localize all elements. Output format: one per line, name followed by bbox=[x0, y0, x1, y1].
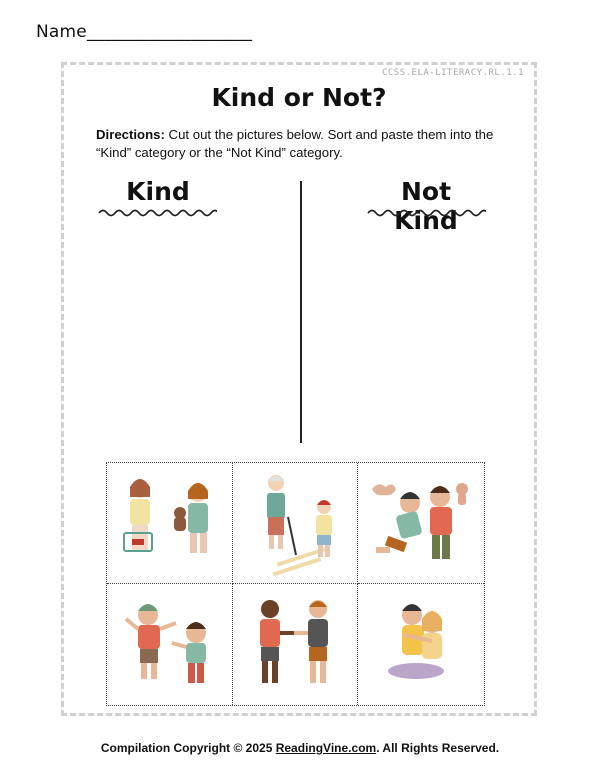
boy-pushing-child-image bbox=[110, 589, 228, 701]
picture-card[interactable] bbox=[358, 463, 484, 584]
boys-fighting-over-toy-image bbox=[362, 467, 480, 579]
directions bbox=[96, 126, 506, 162]
picture-card[interactable] bbox=[233, 584, 359, 705]
picture-card[interactable] bbox=[358, 584, 484, 705]
picture-card[interactable] bbox=[107, 584, 233, 705]
footer-prefix: Compilation Copyright © 2025 bbox=[100, 741, 276, 755]
readingvine-link[interactable]: ReadingVine.com bbox=[275, 741, 377, 755]
cutout-picture-grid bbox=[106, 462, 485, 706]
not-kind-squiggle-underline bbox=[366, 208, 486, 218]
picture-card[interactable] bbox=[107, 463, 233, 584]
copyright-footer bbox=[0, 741, 600, 755]
worksheet-title: Kind or Not? bbox=[211, 83, 387, 112]
child-helping-elderly-woman-cross-image bbox=[236, 467, 354, 579]
kind-category-heading: Kind bbox=[126, 177, 190, 206]
category-divider bbox=[300, 181, 302, 443]
not-kind-category-heading: Not Kind bbox=[394, 177, 458, 235]
footer-suffix: . All Rights Reserved. bbox=[376, 741, 500, 755]
directions-text: Cut out the pictures below. Sort and paste them into the “Kind” category or the “Not Kind” category. bbox=[96, 127, 494, 160]
children-hugging-image bbox=[362, 589, 480, 701]
kind-squiggle-underline bbox=[97, 208, 217, 218]
directions-label: Directions: bbox=[96, 127, 165, 142]
picture-card[interactable] bbox=[233, 463, 359, 584]
girl-giving-teddy-bear-image bbox=[110, 467, 228, 579]
name-field-label: Name___________________ bbox=[36, 22, 253, 42]
standard-code: CCSS.ELA-LITERACY.RL.1.1 bbox=[381, 68, 524, 78]
children-shaking-hands-image bbox=[236, 589, 354, 701]
